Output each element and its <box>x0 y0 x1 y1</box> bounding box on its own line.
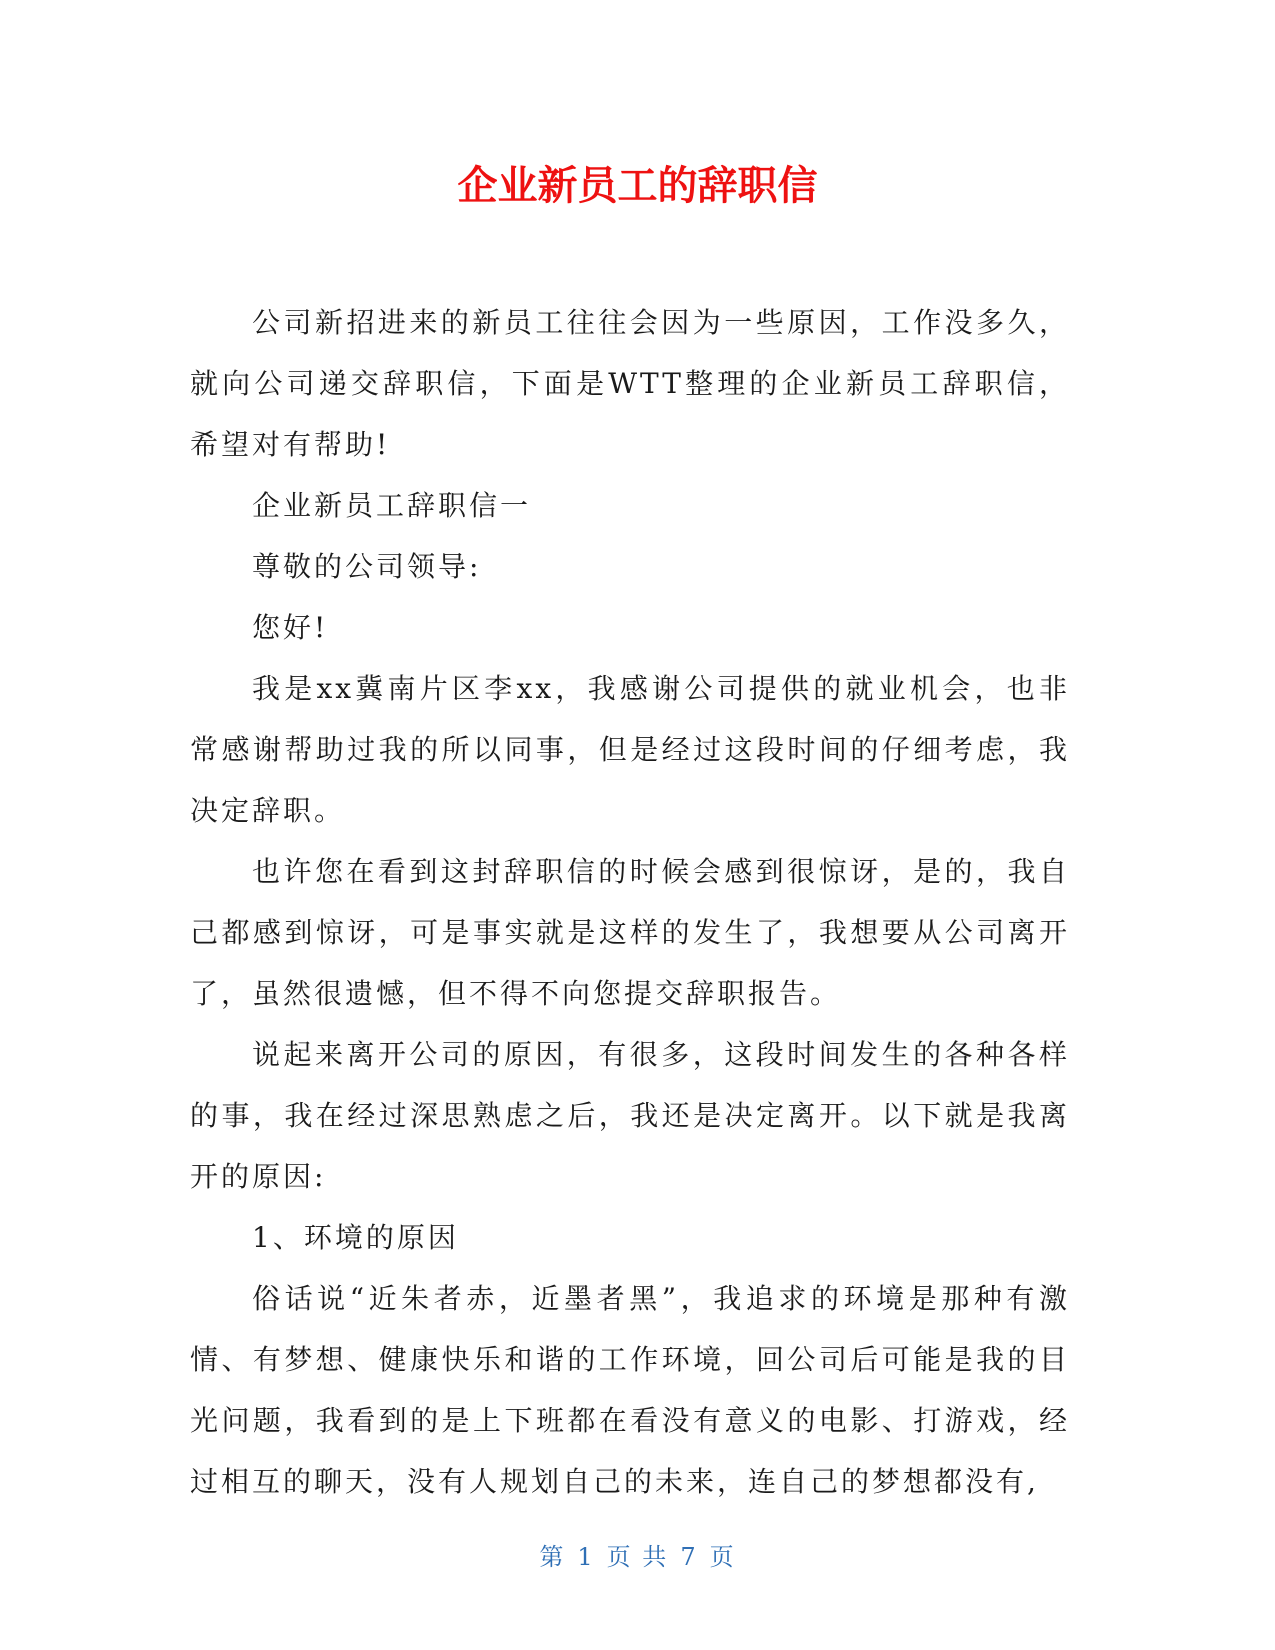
paragraph: 公司新招进来的新员工往往会因为一些原因，工作没多久，就向公司递交辞职信，下面是WTT整理的企业新员工辞职信，希望对有帮助! <box>190 306 1070 461</box>
document-body <box>190 292 1070 1512</box>
paragraph: 俗话说“近朱者赤，近墨者黑”，我追求的环境是那种有激情、有梦想、健康快乐和谐的工作环境，回公司后可能是我的目光问题，我看到的是上下班都在看没有意义的电影、打游戏，经过相互的聊天，没有人规划自己的未来，连自己的梦想都没有, <box>190 1282 1070 1498</box>
paragraph: 我是xx冀南片区李xx，我感谢公司提供的就业机会，也非常感谢帮助过我的所以同事，但是经过这段时间的仔细考虑，我决定辞职。 <box>190 672 1070 827</box>
footer-label-pre: 第 <box>539 1543 566 1571</box>
paragraph: 您好! <box>252 611 329 644</box>
paragraph: 企业新员工辞职信一 <box>252 489 532 522</box>
paragraph: 也许您在看到这封辞职信的时候会感到很惊讶，是的，我自己都感到惊讶，可是事实就是这样的发生了，我想要从公司离开了，虽然很遗憾，但不得不向您提交辞职报告。 <box>190 855 1070 1010</box>
footer-label-post: 页 <box>709 1543 736 1571</box>
paragraph: 尊敬的公司领导: <box>252 550 482 583</box>
total-pages-number: 7 <box>680 1543 698 1571</box>
footer-label-mid: 页 共 <box>606 1543 669 1571</box>
page-number-footer <box>0 1541 1275 1573</box>
paragraph: 1、环境的原因 <box>252 1221 459 1254</box>
paragraph: 说起来离开公司的原因，有很多，这段时间发生的各种各样的事，我在经过深思熟虑之后，我还是决定离开。以下就是我离开的原因: <box>190 1038 1070 1193</box>
current-page-number: 1 <box>577 1543 595 1571</box>
document-title: 企业新员工的辞职信 <box>457 163 818 209</box>
